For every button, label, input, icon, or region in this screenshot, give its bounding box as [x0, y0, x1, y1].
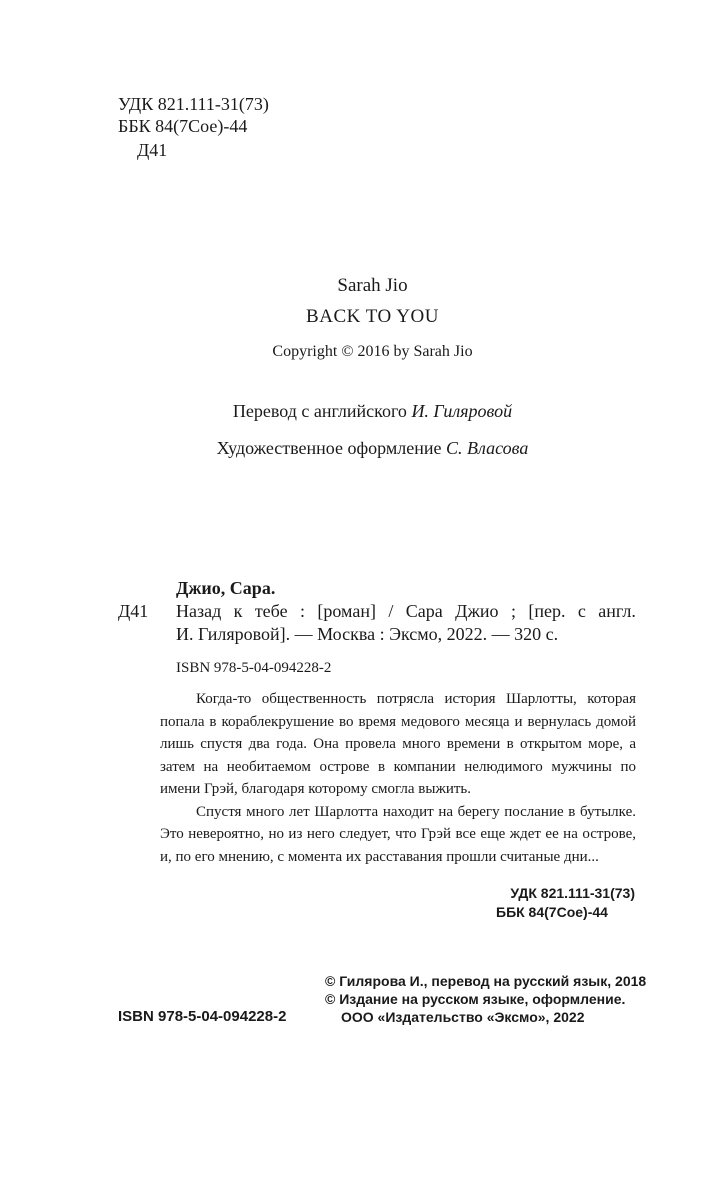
udk-code: УДК 821.111-31(73) — [118, 94, 269, 114]
designer-name: С. Власова — [446, 438, 529, 458]
catalog-word: ; — [510, 601, 516, 621]
catalog-word: к — [233, 601, 243, 621]
design-credit — [0, 438, 715, 459]
catalog-author: Джио, Сара. — [176, 578, 276, 598]
catalog-code: Д41 — [118, 601, 149, 621]
copyright-translation: © Гилярова И., перевод на русский язык, 2018 — [325, 973, 647, 989]
original-title: BACK TO YOU — [306, 306, 439, 327]
translation-credit — [0, 401, 715, 422]
translator-name: И. Гиляровой — [411, 401, 513, 421]
catalog-word: Сара — [405, 601, 443, 621]
catalog-word: англ. — [598, 601, 636, 621]
annotation — [160, 688, 636, 868]
catalog-word: : — [299, 601, 305, 621]
copyright-publisher: ООО «Издательство «Эксмо», 2022 — [341, 1009, 585, 1025]
footer-bbk: ББК 84(7Сое)-44 — [496, 904, 608, 920]
author-code: Д41 — [137, 140, 168, 160]
original-copyright: Copyright © 2016 by Sarah Jio — [272, 343, 473, 360]
catalog-word: Назад — [176, 601, 222, 621]
catalog-word: [роман] — [317, 601, 376, 621]
copyright-edition: © Издание на русском языке, оформление. — [325, 991, 626, 1007]
annotation-paragraph: Когда-то общественность потрясла история Шарлотты, которая попала в кораблекрушение во время медового месяца и вернулась домой лишь спустя два года. Она провела много времени в открытом море, а затем на необитаемом острове в компании нелюдимого мужчины по имени Грэй, благодаря которому смогла выжить. — [160, 691, 636, 797]
catalog-isbn: ISBN 978-5-04-094228-2 — [176, 660, 332, 676]
original-author: Sarah Jio — [337, 275, 408, 296]
design-label: Художественное оформление — [216, 438, 442, 458]
catalog-word: [пер. — [528, 601, 566, 621]
catalog-publication-line: И. Гиляровой]. — Москва : Эксмо, 2022. — 320 с. — [176, 624, 559, 644]
bbk-code: ББК 84(7Сое)-44 — [118, 116, 248, 136]
catalog-word: / — [388, 601, 394, 621]
catalog-title-line — [176, 601, 636, 622]
footer-isbn: ISBN 978-5-04-094228-2 — [118, 1008, 287, 1025]
translation-label: Перевод с английского — [232, 401, 407, 421]
annotation-paragraph: Спустя много лет Шарлотта находит на берегу послание в бутылке. Это невероятно, но из него следует, что Грэй все еще ждет ее на острове, и, по его мнению, с момента их расставания прошли считаные дни... — [160, 803, 636, 865]
catalog-word: Джио — [455, 601, 499, 621]
catalog-word: тебе — [254, 601, 288, 621]
catalog-word: с — [577, 601, 586, 621]
footer-udk: УДК 821.111-31(73) — [510, 885, 635, 901]
